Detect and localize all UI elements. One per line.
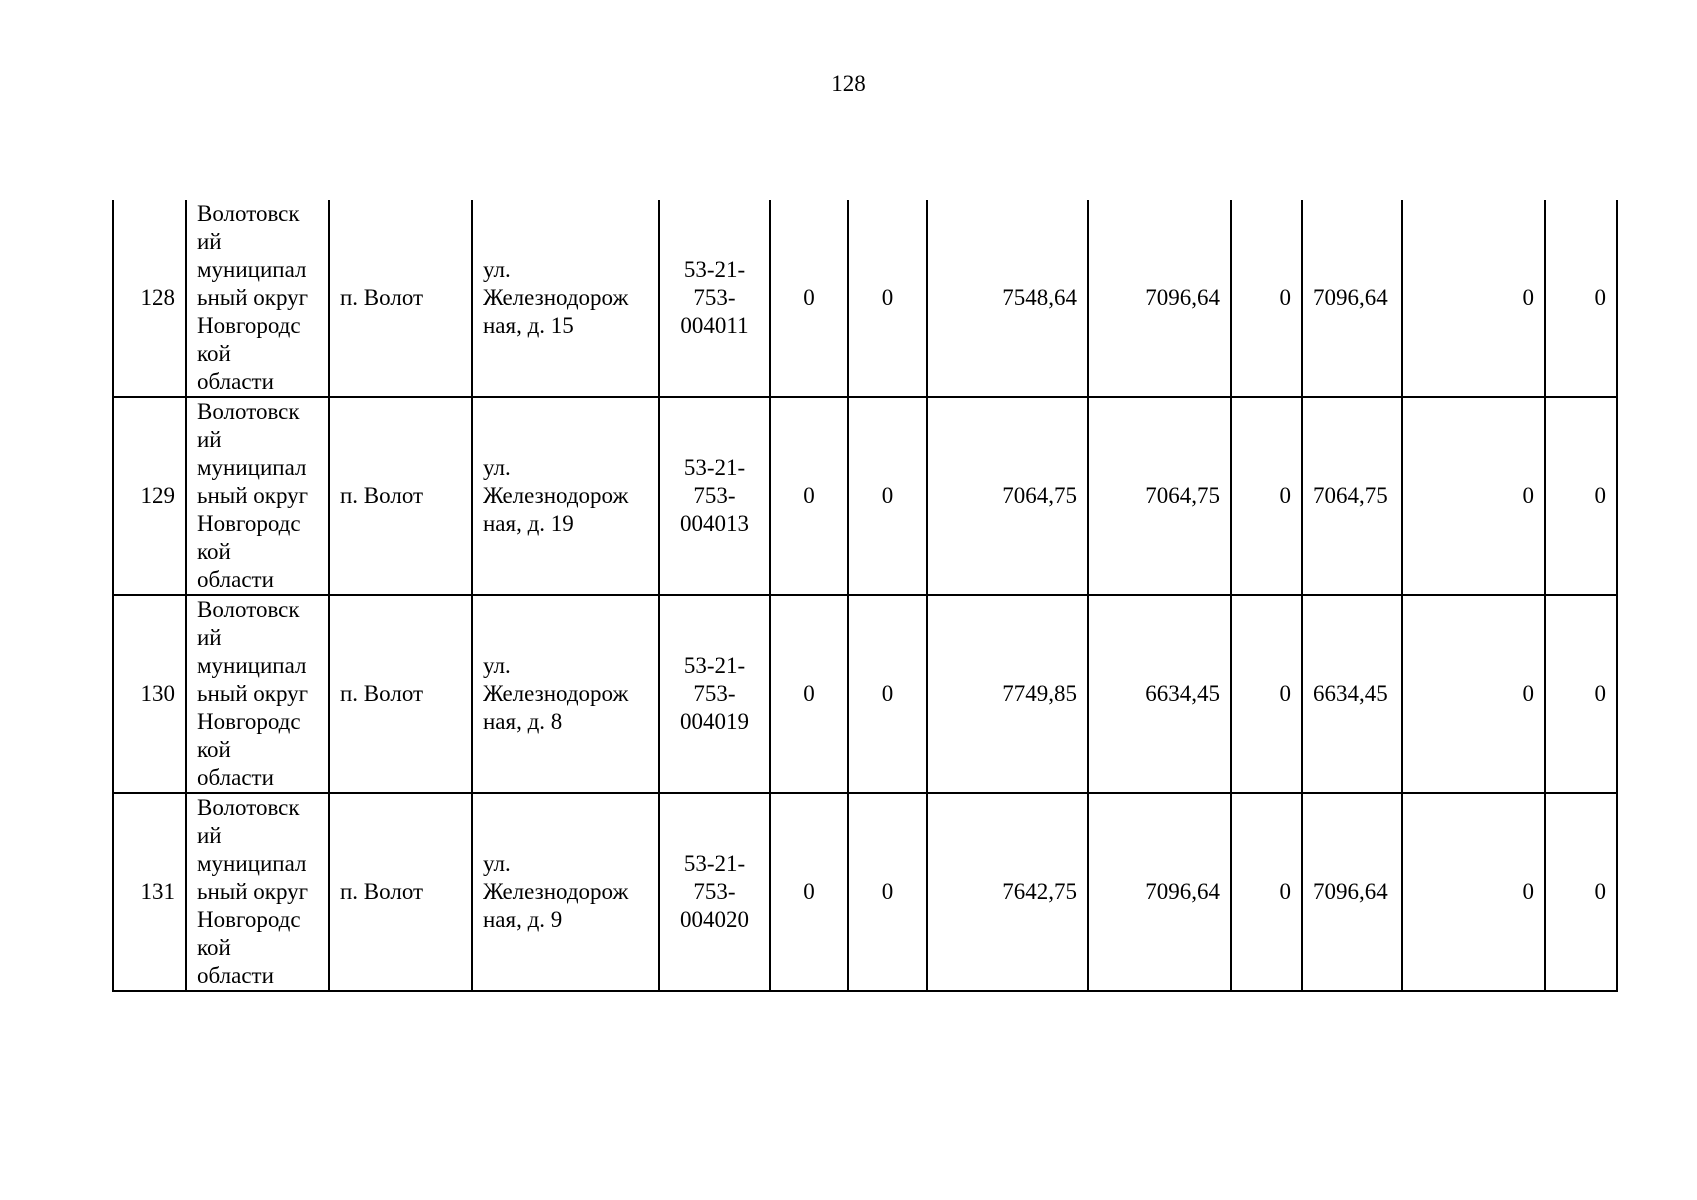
value-cell: 0 xyxy=(770,397,848,595)
value-cell: 0 xyxy=(1231,397,1302,595)
value-cell: 7064,75 xyxy=(1088,397,1231,595)
municipality-cell: Волотовск ий муниципал ьный округ Новгородс кой области xyxy=(186,595,329,793)
locality-cell: п. Волот xyxy=(329,200,472,397)
value-cell: 0 xyxy=(1545,793,1617,991)
locality-cell: п. Волот xyxy=(329,397,472,595)
value-cell: 6634,45 xyxy=(1302,595,1402,793)
table-row xyxy=(113,397,1617,595)
value-cell: 7548,64 xyxy=(927,200,1088,397)
value-cell: 0 xyxy=(770,595,848,793)
row-number-cell: 130 xyxy=(113,595,186,793)
municipality-cell: Волотовск ий муниципал ьный округ Новгородс кой области xyxy=(186,793,329,991)
value-cell: 6634,45 xyxy=(1088,595,1231,793)
code-cell: 53-21- 753- 004020 xyxy=(659,793,770,991)
table-row xyxy=(113,793,1617,991)
value-cell: 0 xyxy=(770,793,848,991)
value-cell: 0 xyxy=(1545,397,1617,595)
row-number-cell: 129 xyxy=(113,397,186,595)
table-row xyxy=(113,595,1617,793)
code-cell: 53-21- 753- 004019 xyxy=(659,595,770,793)
address-cell: ул. Железнодорож ная, д. 9 xyxy=(472,793,659,991)
housing-table xyxy=(112,200,1618,992)
address-cell: ул. Железнодорож ная, д. 19 xyxy=(472,397,659,595)
value-cell: 7096,64 xyxy=(1302,200,1402,397)
row-number-cell: 131 xyxy=(113,793,186,991)
value-cell: 7064,75 xyxy=(927,397,1088,595)
value-cell: 7096,64 xyxy=(1088,793,1231,991)
code-cell: 53-21- 753- 004011 xyxy=(659,200,770,397)
value-cell: 7096,64 xyxy=(1088,200,1231,397)
value-cell: 0 xyxy=(1545,200,1617,397)
value-cell: 0 xyxy=(770,200,848,397)
municipality-cell: Волотовск ий муниципал ьный округ Новгородс кой области xyxy=(186,397,329,595)
row-number-cell: 128 xyxy=(113,200,186,397)
municipality-cell: Волотовск ий муниципал ьный округ Новгородс кой области xyxy=(186,200,329,397)
locality-cell: п. Волот xyxy=(329,793,472,991)
address-cell: ул. Железнодорож ная, д. 15 xyxy=(472,200,659,397)
value-cell: 0 xyxy=(848,200,927,397)
page-number: 128 xyxy=(831,71,866,96)
value-cell: 0 xyxy=(848,793,927,991)
code-cell: 53-21- 753- 004013 xyxy=(659,397,770,595)
value-cell: 0 xyxy=(1402,397,1545,595)
address-cell: ул. Железнодорож ная, д. 8 xyxy=(472,595,659,793)
value-cell: 0 xyxy=(1402,595,1545,793)
value-cell: 0 xyxy=(848,397,927,595)
value-cell: 0 xyxy=(1231,793,1302,991)
value-cell: 7749,85 xyxy=(927,595,1088,793)
value-cell: 7064,75 xyxy=(1302,397,1402,595)
value-cell: 7642,75 xyxy=(927,793,1088,991)
value-cell: 0 xyxy=(848,595,927,793)
value-cell: 0 xyxy=(1231,200,1302,397)
value-cell: 0 xyxy=(1545,595,1617,793)
value-cell: 0 xyxy=(1402,793,1545,991)
locality-cell: п. Волот xyxy=(329,595,472,793)
value-cell: 0 xyxy=(1402,200,1545,397)
value-cell: 0 xyxy=(1231,595,1302,793)
value-cell: 7096,64 xyxy=(1302,793,1402,991)
table-row xyxy=(113,200,1617,397)
